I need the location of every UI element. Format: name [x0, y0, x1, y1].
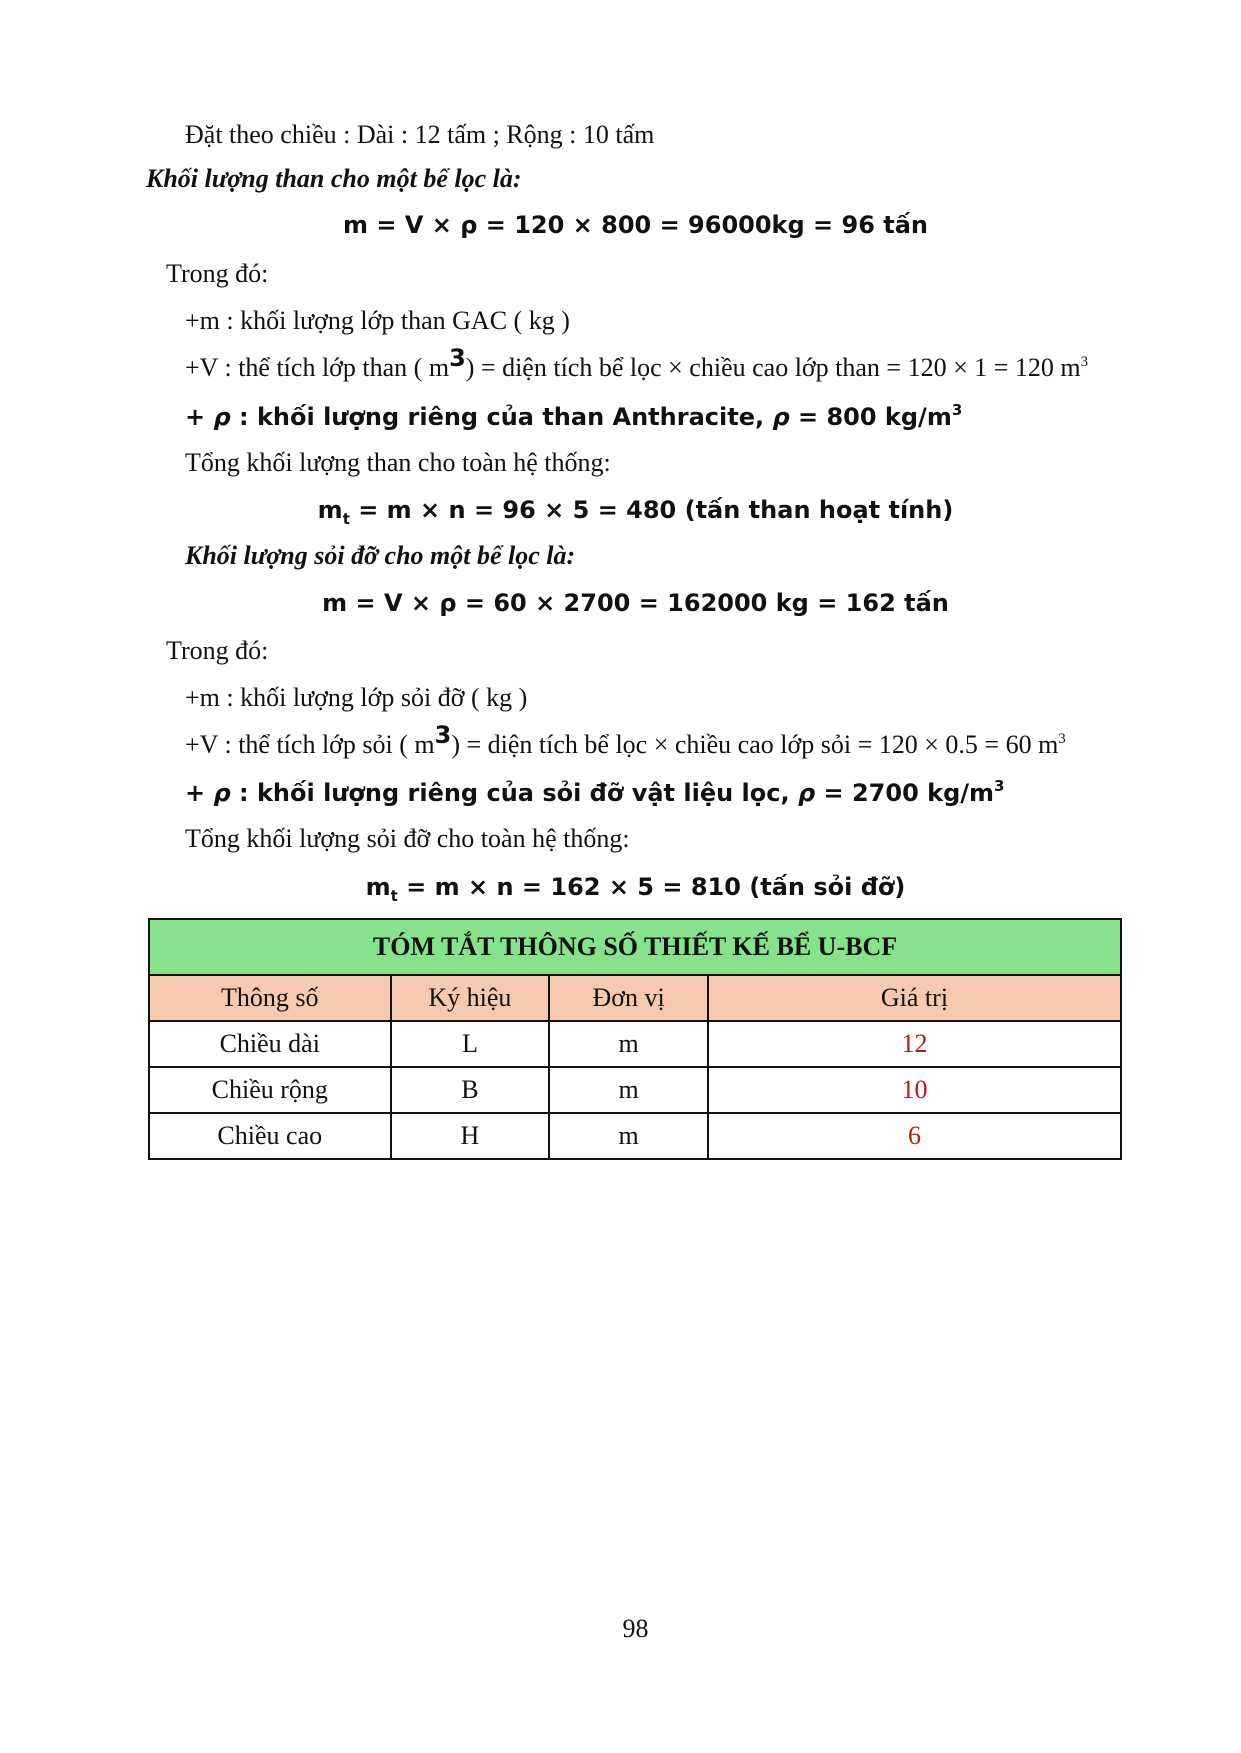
- table-row: [149, 1113, 1121, 1159]
- table-title-row: [149, 919, 1121, 975]
- formula-total-gravel: [0, 871, 1241, 903]
- design-summary-table: [148, 918, 1122, 1160]
- formula-rest: = m × n = 162 × 5 = 810 (tấn sỏi đỡ): [397, 873, 906, 901]
- rho-symbol: ρ: [213, 779, 231, 807]
- cell-parameter: Chiều dài: [149, 1021, 391, 1067]
- where-label: Trong đó:: [166, 636, 269, 665]
- layout-text-content: Đặt theo chiều : Dài : 12 tấm ; Rộng : 10 tấm: [185, 120, 655, 149]
- page-number: 98: [622, 1614, 649, 1643]
- formula-total-coal: [0, 494, 1241, 526]
- cell-value: 12: [708, 1021, 1121, 1067]
- formula-gravel-mass: m = V × ρ = 60 × 2700 = 162000 kg = 162 tấn: [322, 589, 949, 617]
- where-label: Trong đó:: [166, 259, 269, 288]
- header-unit: Đơn vị: [549, 975, 708, 1021]
- header-symbol: Ký hiệu: [391, 975, 550, 1021]
- layout-text: [185, 119, 654, 151]
- rho-value: = 800 kg/m: [789, 403, 952, 431]
- superscript: 3: [951, 401, 963, 419]
- cell-unit: m: [549, 1067, 708, 1113]
- cell-symbol: H: [391, 1113, 550, 1159]
- cell-unit: m: [549, 1021, 708, 1067]
- superscript: 3: [434, 721, 452, 749]
- rho-symbol: ρ: [213, 403, 231, 431]
- definition-v: [185, 721, 1066, 761]
- table-title: TÓM TẮT THÔNG SỐ THIẾT KẾ BỂ U-BCF: [149, 919, 1121, 975]
- definition-v-part1: +V : thể tích lớp sỏi ( m: [185, 730, 435, 759]
- table-row: [149, 1067, 1121, 1113]
- cell-value: 10: [708, 1067, 1121, 1113]
- formula-coal-mass: m = V × ρ = 120 × 800 = 96000kg = 96 tấn: [342, 211, 929, 239]
- definition-m: +m : khối lượng lớp sỏi đỡ ( kg ): [185, 683, 528, 712]
- definition-v-part2: ) = diện tích bể lọc × chiều cao lớp than = 120 × 1 = 120 m: [465, 353, 1081, 382]
- rho-prefix: +: [185, 403, 214, 431]
- rho-prefix: +: [185, 779, 214, 807]
- definition-v-part1: +V : thể tích lớp than ( m: [185, 353, 450, 382]
- section-heading-coal: Khối lượng than cho một bể lọc là:: [146, 164, 522, 193]
- rho-description: : khối lượng riêng của than Anthracite,: [230, 403, 773, 431]
- definition-m: +m : khối lượng lớp than GAC ( kg ): [185, 306, 570, 335]
- cell-parameter: Chiều rộng: [149, 1067, 391, 1113]
- superscript: 3: [994, 777, 1005, 795]
- section-heading-gravel: Khối lượng sỏi đỡ cho một bể lọc là:: [185, 541, 576, 570]
- rho-description: : khối lượng riêng của sỏi đỡ vật liệu lọc,: [230, 779, 798, 807]
- table-row: [149, 1021, 1121, 1067]
- subscript: t: [342, 510, 350, 528]
- subscript: t: [390, 887, 398, 905]
- cell-symbol: B: [391, 1067, 550, 1113]
- cell-unit: m: [549, 1113, 708, 1159]
- header-parameter: Thông số: [149, 975, 391, 1021]
- superscript: 3: [1058, 731, 1066, 747]
- formula-rest: = m × n = 96 × 5 = 480 (tấn than hoạt tính): [349, 496, 954, 524]
- definition-rho-gravel: [185, 777, 1004, 809]
- formula-m: m: [365, 873, 391, 901]
- rho-symbol: ρ: [797, 779, 816, 807]
- total-gravel-label: Tổng khối lượng sỏi đỡ cho toàn hệ thống:: [185, 824, 630, 853]
- definition-rho-coal: [185, 401, 962, 433]
- formula-m: m: [317, 496, 343, 524]
- definition-v: [185, 344, 1089, 384]
- cell-value: 6: [708, 1113, 1121, 1159]
- definition-v-part2: ) = diện tích bể lọc × chiều cao lớp sỏi = 120 × 0.5 = 60 m: [451, 730, 1059, 759]
- rho-value: = 2700 kg/m: [815, 779, 995, 807]
- total-coal-label: Tổng khối lượng than cho toàn hệ thống:: [185, 448, 611, 477]
- header-value: Giá trị: [708, 975, 1121, 1021]
- superscript: 3: [1080, 354, 1089, 370]
- superscript: 3: [449, 344, 466, 372]
- rho-symbol: ρ: [772, 403, 790, 431]
- table-header-row: [149, 975, 1121, 1021]
- cell-parameter: Chiều cao: [149, 1113, 391, 1159]
- cell-symbol: L: [391, 1021, 550, 1067]
